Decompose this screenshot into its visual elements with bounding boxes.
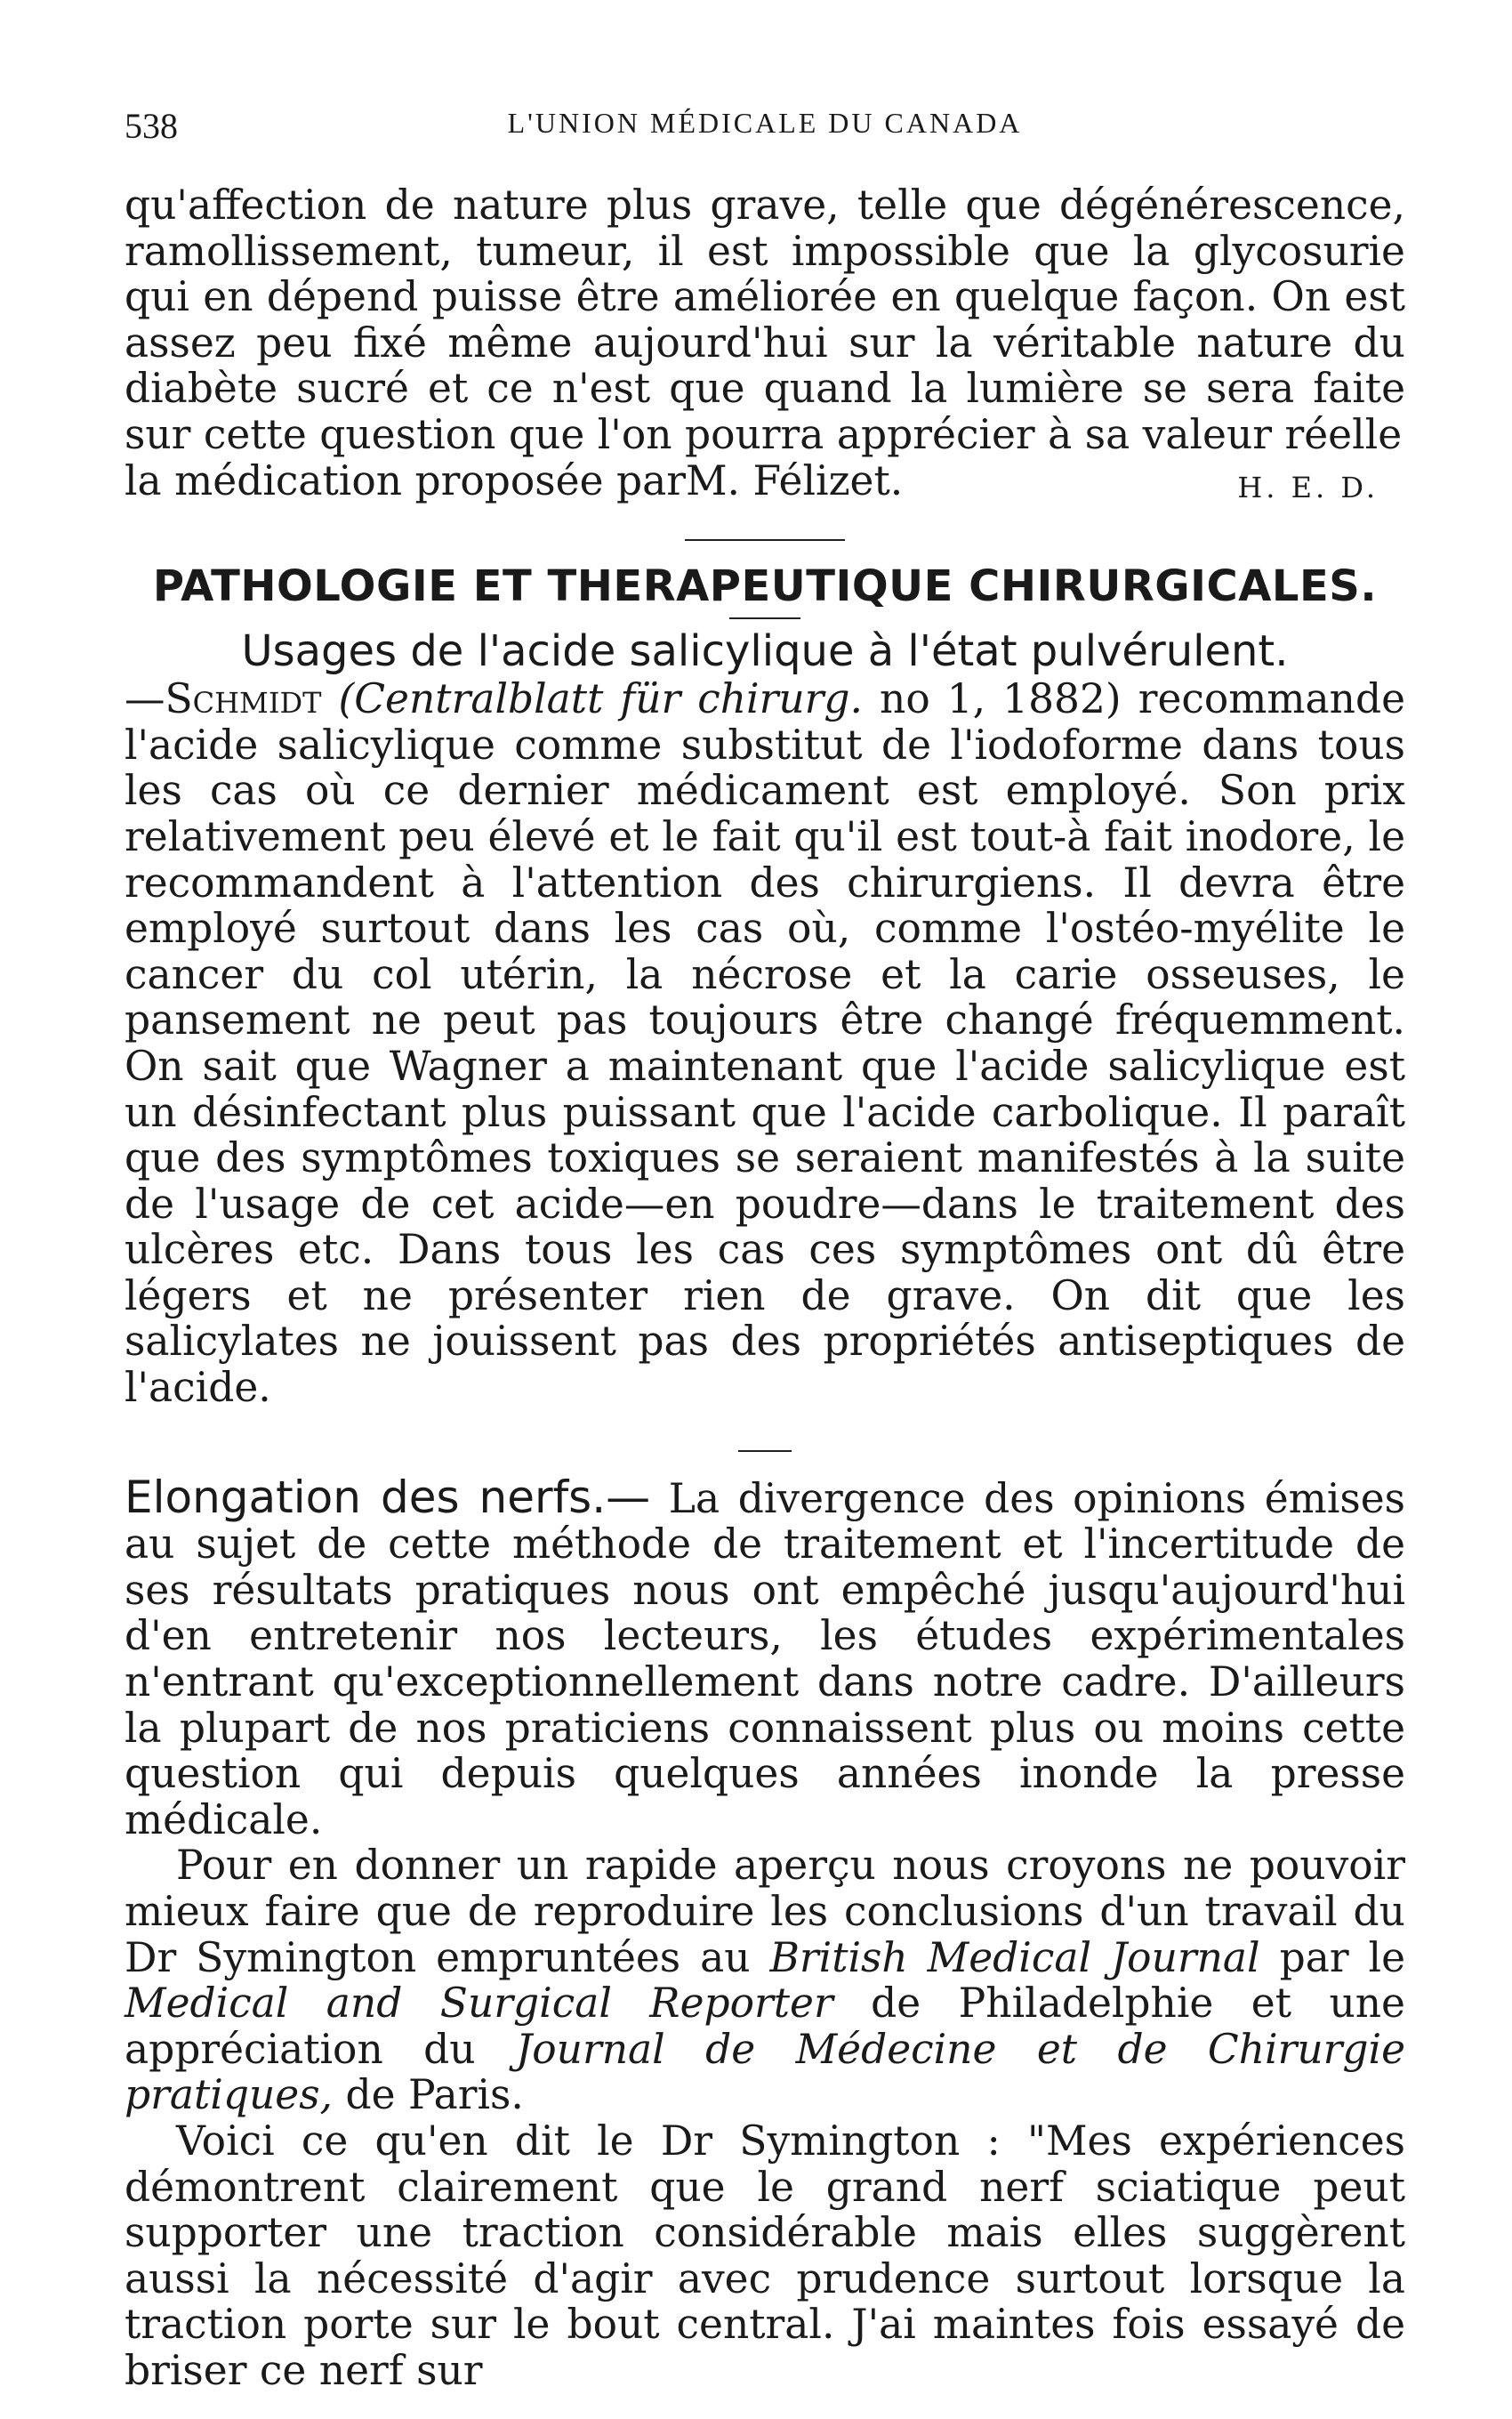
author-initials: H. E. D. xyxy=(1237,470,1379,504)
running-title: L'UNION MÉDICALE DU CANADA xyxy=(507,107,1023,139)
continuation-paragraph xyxy=(125,182,1405,458)
author-dash: — xyxy=(125,675,165,723)
article-title-nerves: Elongation des nerfs.— xyxy=(125,1471,651,1523)
article-body-salicylic xyxy=(125,676,1405,1411)
article-body-nerves-p1 xyxy=(125,1471,1405,1843)
article-text: de Philadelphie et une appréciation du xyxy=(125,1980,1405,2073)
journal-name: Medical and Surgical Reporter xyxy=(125,1980,833,2028)
journal-name: Journal de Médecine et de Chirurgie pratiques, xyxy=(125,2025,1405,2119)
continuation-last-line: la médication proposée parM. Félizet. xyxy=(125,456,904,504)
article-title-salicylic: Usages de l'acide salicylique à l'état pulvérulent. xyxy=(241,626,1289,677)
journal-citation: (Centralblatt für chirurg. xyxy=(338,675,864,723)
article-body-nerves-p2 xyxy=(125,1842,1405,2118)
article-text: par le xyxy=(1259,1933,1405,1981)
article-text: Voici ce qu'en dit le Dr Symington : "Mes expériences démontrent clairement que le grand nerf sciatique peut supporter une traction considérable mais elles suggèrent aussi la nécessité d'agir avec prudence surtout lorsque la traction porte sur le bout central. J'ai maintes fois essayé de briser ce nerf sur xyxy=(125,2117,1405,2394)
article-body-nerves-p3 xyxy=(125,2118,1405,2394)
page-body xyxy=(125,182,1405,2394)
citation-reference: no 1, 1882) xyxy=(863,675,1122,723)
article-text: de Paris. xyxy=(333,2071,524,2119)
divider-rule xyxy=(685,539,845,541)
article-text: Pour en donner un rapide aperçu nous croyons ne pouvoir mieux faire que de reproduire les conclusions d'un travail du Dr Symington empruntées au xyxy=(125,1842,1405,1981)
continuation-text: qu'affection de nature plus grave, telle que dégénérescence, ramollissement, tumeur, il est impossible que la glycosurie qui en dépend puisse être améliorée en quelque façon. On est assez peu fixé même aujourd'hui sur la véritable nature du diabète sucré et ce n'est que quand la lumière se sera faite sur cette question que l'on pourra apprécier à sa valeur réelle xyxy=(125,181,1405,458)
article-text: La divergence des opinions émises au sujet de cette méthode de traitement et l'incertitude de ses résultats pratiques nous ont empêché jusqu'aujourd'hui d'en entretenir nos lecteurs, les études expérimentales n'entrant qu'exceptionnellement dans notre cadre. D'ailleurs la plupart de nos praticiens connaissent plus ou moins cette question qui depuis quelques années inonde la presse médicale. xyxy=(125,1474,1405,1843)
page-number: 538 xyxy=(125,106,178,146)
article-author: Schmidt xyxy=(165,675,322,723)
journal-name: British Medical Journal xyxy=(769,1933,1260,1981)
article-text: recommande l'acide salicylique comme substitut de l'iodoforme dans tous les cas où ce dernier médicament est employé. Son prix relativement peu élevé et le fait qu'il est tout-à fait inodore, le recommandent à l'attention des chirurgiens. Il devra être employé surtout dans les cas où, comme l'ostéo-myélite le cancer du col utérin, la nécrose et la carie osseuses, le pansement ne peut pas toujours être changé fréquemment. On sait que Wagner a maintenant que l'acide salicylique est un désinfectant plus puissant que l'acide carbolique. Il paraît que des symptômes toxiques se seraient manifestés à la suite de l'usage de cet acide—en poudre—dans le traitement des ulcères etc. Dans tous les cas ces symptômes ont dû être légers et ne présenter rien de grave. On dit que les salicylates ne jouissent pas des propriétés antiseptiques de l'acide. xyxy=(125,675,1406,1412)
signature-line xyxy=(125,458,1405,512)
divider-rule-short xyxy=(729,617,800,619)
page-header xyxy=(125,105,1405,158)
section-heading: PATHOLOGIE ET THERAPEUTIQUE CHIRURGICALES. xyxy=(152,561,1378,612)
divider-rule-small xyxy=(738,1450,792,1452)
